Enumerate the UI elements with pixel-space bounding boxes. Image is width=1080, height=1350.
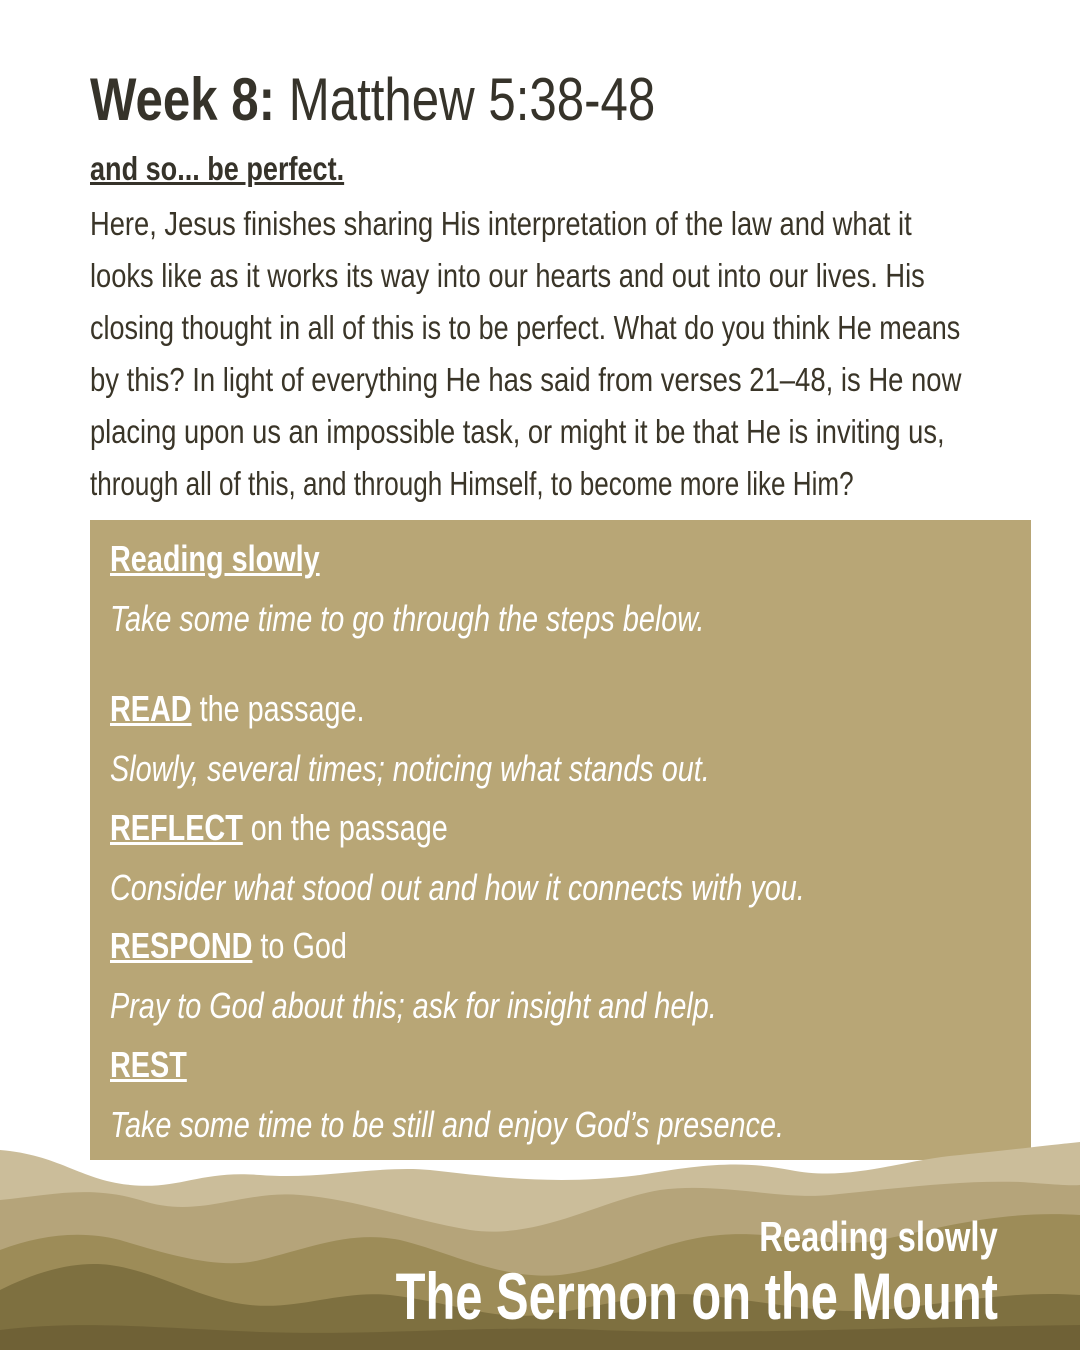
- step-note: Slowly, several times; noticing what stands out.: [110, 748, 710, 789]
- step-respond: [110, 925, 347, 967]
- intro-line: placing upon us an impossible task, or might it be that He is inviting us,: [90, 413, 945, 450]
- step-note: Take some time to be still and enjoy God’s presence.: [110, 1104, 784, 1145]
- series-subtitle: Reading slowly: [759, 1213, 998, 1260]
- box-heading: Reading slowly: [110, 538, 320, 579]
- intro-line: Here, Jesus finishes sharing His interpretation of the law and what it: [90, 205, 912, 242]
- section-subtitle: and so... be perfect.: [90, 150, 345, 187]
- step-read: [110, 688, 365, 730]
- page-title: [90, 64, 655, 136]
- week-label: Week 8:: [90, 66, 276, 133]
- intro-paragraph: [90, 198, 1030, 510]
- step-note: Pray to God about this; ask for insight and help.: [110, 985, 717, 1026]
- passage-reference: Matthew 5:38-48: [288, 66, 656, 133]
- step-reflect: [110, 807, 448, 849]
- reading-steps-box: [90, 520, 1031, 1160]
- intro-line: through all of this, and through Himself, to become more like Him?: [90, 465, 854, 502]
- step-keyword: REFLECT: [110, 807, 243, 848]
- intro-line: closing thought in all of this is to be perfect. What do you think He means: [90, 309, 961, 346]
- step-text: to God: [252, 925, 347, 966]
- step-keyword: REST: [110, 1044, 187, 1085]
- step-keyword: READ: [110, 688, 192, 729]
- series-title: The Sermon on the Mount: [395, 1259, 998, 1333]
- box-lead: Take some time to go through the steps below.: [110, 598, 705, 639]
- step-text: the passage.: [191, 688, 365, 729]
- intro-line: by this? In light of everything He has said from verses 21–48, is He now: [90, 361, 962, 398]
- intro-line: looks like as it works its way into our hearts and out into our lives. His: [90, 257, 925, 294]
- step-note: Consider what stood out and how it connects with you.: [110, 867, 805, 908]
- step-keyword: RESPOND: [110, 925, 253, 966]
- step-text: on the passage: [242, 807, 448, 848]
- step-rest: [110, 1044, 187, 1086]
